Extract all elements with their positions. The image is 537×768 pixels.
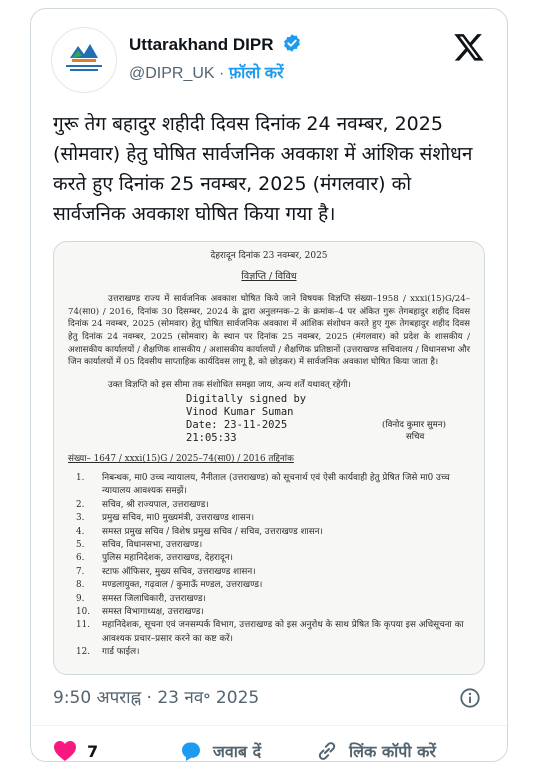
list-item-text: निबन्धक, मा0 उच्च न्यायालय, नैनीताल (उत्तराखण्ड) को सूचनार्थ एवं ऐसी कार्यवाही हेतु प्रेषित जिसे मा0 उच्च न्यायालय आवश्यक समझें। [102, 472, 450, 497]
like-count: 7 [87, 741, 99, 761]
account-name[interactable] [129, 33, 302, 58]
action-bar [53, 737, 487, 762]
dipr-emblem-icon [52, 28, 116, 92]
list-item-text: समस्त विभागाध्यक्ष, उत्तराखण्ड। [102, 607, 204, 617]
list-item-number: 11. [76, 620, 90, 631]
avatar[interactable] [51, 27, 117, 93]
separator: · [214, 65, 229, 82]
list-item-number: 2. [76, 499, 85, 510]
document-paragraph: उत्तराखण्ड राज्य में सार्वजनिक अवकाश घोषित किये जाने विषयक विज्ञप्ति संख्या–1958 / xxxi(15)G/24–74(सा0) / 2016, दिनांक 30 दिसम्बर, 2024 के द्वारा अनुलग्नक–2 के क्रमांक–4 पर अंकित गुरू तेगबहादुर शहीद दिवस दिनांक 24 नवम्बर, 2025 (सोमवार) हेतु घोषित सार्वजनिक अवकाश में आंशिक संशोधन करते हुए गुरू तेगबहादुर शहीद दिवस हेतु दिनांक 24 नवम्बर, 2025 (सोमवार) के स्थान पर दिनांक 25 नवम्बर, 2025 (मंगलवार) को प्रदेश के शासकीय / अशासकीय कार्यालयों / शैक्षणिक शासकीय / अशासकीय कार्यालयों / शैक्षणिक प्रतिष्ठानों (उत्तराखण्ड सचिवालय / विधानसभा और जिन कार्यालयों में 05 दिवसीय साप्ताहिक कार्यदिवस लागू है, को छोड़कर) में सार्वजनिक अवकाश घोषित किया जाता है। [68, 294, 470, 368]
account-handle[interactable]: @DIPR_UK [129, 65, 215, 82]
copy-link-button[interactable] [315, 737, 436, 762]
info-icon[interactable] [459, 687, 481, 709]
list-item [68, 552, 470, 565]
list-item-text: महानिदेशक, सूचना एवं जनसम्पर्क विभाग, उत्तराखण्ड को इस अनुरोध के साथ प्रेषित कि कृपया इस अधिसूचना का आवश्यक प्रचार–प्रसार करने का कष्ट करें। [102, 620, 464, 644]
list-item-number: 1. [76, 472, 85, 483]
follow-button[interactable]: फ़ॉलो करें [228, 65, 284, 82]
list-item-number: 4. [76, 526, 85, 537]
list-item-number: 7. [76, 566, 85, 577]
list-item-text: समस्त प्रमुख सचिव / विशेष प्रमुख सचिव / सचिव, उत्तराखण्ड शासन। [102, 526, 323, 537]
list-item-number: 10. [76, 607, 90, 617]
list-item [68, 539, 470, 552]
signer-name: (विनोद कुमार सुमन) [382, 420, 446, 431]
list-item-text: पुलिस महानिदेशक, उत्तराखण्ड, देहरादून। [102, 553, 233, 564]
list-item-text: समस्त जिलाधिकारी, उत्तराखण्ड। [102, 593, 206, 604]
list-item-text: सचिव, श्री राज्यपाल, उत्तराखण्ड। [102, 499, 209, 510]
document-paragraph-2: उक्त विज्ञप्ति को इस सीमा तक संशोधित समझा जाय, अन्य शर्तें यथावत् रहेंगी। [108, 379, 351, 390]
list-item [68, 512, 470, 525]
signer-title: सचिव [406, 432, 425, 443]
tweet-text: गुरू तेग बहादुर शहीदी दिवस दिनांक 24 नवम्बर, 2025 (सोमवार) हेतु घोषित सार्वजनिक अवकाश में आंशिक संशोधन करते हुए दिनांक 25 नवम्बर, 2025 (मंगलवार) को सार्वजनिक अवकाश घोषित किया गया है। [53, 113, 473, 225]
list-item-number: 12. [76, 647, 90, 658]
list-item [68, 472, 470, 499]
x-logo-icon[interactable] [453, 31, 485, 63]
tweet-header [51, 27, 487, 91]
list-item [68, 566, 470, 579]
list-item [68, 646, 470, 659]
list-item-text: स्टाफ ऑफिसर, मुख्य सचिव, उत्तराखण्ड शासन। [102, 566, 256, 577]
reply-label: जवाब दें [213, 742, 262, 761]
account-name-text: Uttarakhand DIPR [129, 34, 274, 54]
divider [31, 725, 507, 726]
distribution-list [68, 472, 470, 660]
copy-link-label: लिंक कॉपी करें [349, 742, 436, 761]
link-icon [315, 739, 339, 762]
signature-line: Vinod Kumar Suman [186, 406, 294, 419]
signature-line: Digitally signed by [186, 393, 307, 406]
list-item-text: प्रमुख सचिव, मा0 मुख्यमंत्री, उत्तराखण्ड शासन। [102, 513, 255, 524]
tweet-timestamp[interactable]: 9:50 अपराह्न · 23 नव॰ 2025 [53, 688, 260, 708]
list-item [68, 579, 470, 592]
document-reference-number: संख्या– 1647 / xxxi(15)G / 2025–74(सा0) / 2016 तद्दिनांक [68, 454, 294, 465]
reply-button[interactable] [179, 737, 261, 762]
handle-row [129, 61, 284, 83]
reply-bubble-icon [179, 739, 203, 762]
list-item [68, 606, 470, 619]
list-item-text: मण्डलायुक्त, गढ़वाल / कुमाऊँ मण्डल, उत्तराखण्ड। [102, 580, 263, 591]
list-item-number: 6. [76, 553, 85, 564]
signature-line: Date: 23-11-2025 [186, 419, 288, 432]
verified-badge-icon [282, 33, 302, 58]
list-item-number: 5. [76, 539, 85, 550]
tweet-card [30, 8, 508, 762]
document-date: देहरादून दिनांक 23 नवम्बर, 2025 [210, 251, 328, 261]
list-item-text: गार्ड फाईल। [102, 647, 140, 658]
attached-document-image[interactable] [53, 241, 485, 675]
list-item-number: 9. [76, 593, 85, 604]
list-item [68, 526, 470, 539]
document-heading: विज्ञप्ति / विविध [241, 270, 297, 282]
heart-icon [53, 740, 77, 762]
document-content [68, 248, 470, 660]
like-button[interactable] [53, 737, 98, 762]
list-item-number: 8. [76, 580, 85, 591]
list-item-number: 3. [76, 513, 85, 524]
list-item [68, 499, 470, 512]
list-item [68, 593, 470, 606]
list-item-text: सचिव, विधानसभा, उत्तराखण्ड। [102, 539, 203, 550]
list-item [68, 619, 470, 646]
digital-signature [186, 393, 470, 445]
signature-line: 21:05:33 [186, 432, 237, 445]
